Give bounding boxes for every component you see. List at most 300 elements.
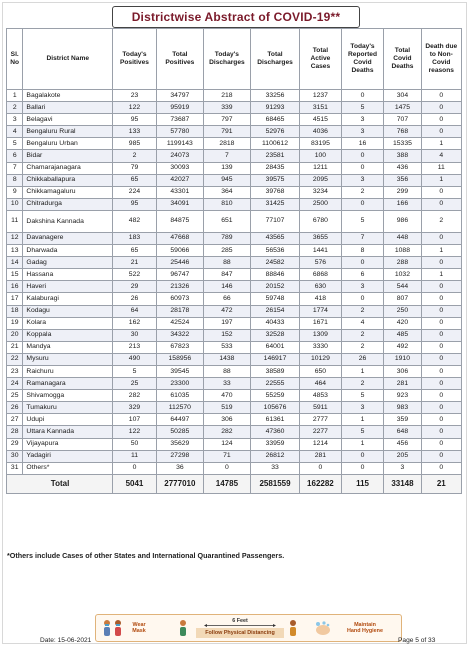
table-row [7, 317, 462, 329]
value-cell: 60973 [156, 293, 203, 305]
title-text: Districtwise Abstract of COVID-19** [131, 10, 341, 24]
value-cell: 1237 [300, 90, 342, 102]
serial-cell: 22 [7, 353, 23, 365]
value-cell: 1441 [300, 245, 342, 257]
district-cell: Bidar [23, 150, 113, 162]
district-cell: Hassana [23, 269, 113, 281]
district-cell: Davanagere [23, 232, 113, 244]
value-cell: 0 [341, 462, 384, 474]
value-cell: 0 [341, 293, 384, 305]
value-cell: 0 [421, 293, 461, 305]
col-total-positives: Total Positives [156, 29, 203, 90]
table-row [7, 257, 462, 269]
value-cell: 47360 [250, 426, 299, 438]
value-cell: 146917 [250, 353, 299, 365]
value-cell: 23 [113, 90, 157, 102]
value-cell: 16 [341, 138, 384, 150]
district-cell: Ballari [23, 102, 113, 114]
value-cell: 282 [203, 426, 250, 438]
district-cell: Bengaluru Rural [23, 126, 113, 138]
value-cell: 1100612 [250, 138, 299, 150]
total-cell: 5041 [113, 474, 157, 493]
page-number: Page 5 of 33 [398, 637, 436, 644]
value-cell: 91293 [250, 102, 299, 114]
value-cell: 847 [203, 269, 250, 281]
value-cell: 31425 [250, 198, 299, 210]
district-cell: Ramanagara [23, 378, 113, 390]
table-row [7, 138, 462, 150]
value-cell: 985 [113, 138, 157, 150]
serial-cell: 15 [7, 269, 23, 281]
district-cell: Chikkaballapura [23, 174, 113, 186]
value-cell: 3330 [300, 341, 342, 353]
value-cell: 139 [203, 162, 250, 174]
serial-cell: 29 [7, 438, 23, 450]
value-cell: 146 [203, 281, 250, 293]
value-cell: 83195 [300, 138, 342, 150]
value-cell: 59066 [156, 245, 203, 257]
value-cell: 5 [341, 102, 384, 114]
value-cell: 68465 [250, 114, 299, 126]
value-cell: 304 [384, 90, 421, 102]
table-row [7, 426, 462, 438]
table-row [7, 186, 462, 198]
total-cell: 162282 [300, 474, 342, 493]
report-title [112, 6, 360, 28]
value-cell: 482 [113, 210, 157, 232]
value-cell: 1 [421, 245, 461, 257]
value-cell: 59748 [250, 293, 299, 305]
district-cell: Bengaluru Urban [23, 138, 113, 150]
value-cell: 124 [203, 438, 250, 450]
value-cell: 42524 [156, 317, 203, 329]
value-cell: 0 [421, 126, 461, 138]
value-cell: 10129 [300, 353, 342, 365]
footnote: *Others include Cases of other States and International Quarantined Passengers. [7, 551, 285, 560]
value-cell: 79 [113, 162, 157, 174]
value-cell: 2 [341, 378, 384, 390]
col-total-deaths: Total Covid Deaths [384, 29, 421, 90]
value-cell: 213 [113, 341, 157, 353]
value-cell: 768 [384, 126, 421, 138]
district-cell: Mandya [23, 341, 113, 353]
district-cell: Mysuru [23, 353, 113, 365]
table-row [7, 198, 462, 210]
serial-cell: 19 [7, 317, 23, 329]
handwash-icon [314, 620, 332, 636]
value-cell: 88846 [250, 269, 299, 281]
value-cell: 923 [384, 390, 421, 402]
value-cell: 55259 [250, 390, 299, 402]
value-cell: 4 [341, 317, 384, 329]
value-cell: 0 [341, 198, 384, 210]
value-cell: 0 [421, 317, 461, 329]
table-row [7, 341, 462, 353]
serial-cell: 6 [7, 150, 23, 162]
value-cell: 28178 [156, 305, 203, 317]
value-cell: 29 [113, 281, 157, 293]
value-cell: 27298 [156, 450, 203, 462]
district-cell: Belagavi [23, 114, 113, 126]
serial-cell: 9 [7, 186, 23, 198]
value-cell: 50 [113, 438, 157, 450]
col-sl: Sl. No [7, 29, 23, 90]
value-cell: 2777 [300, 414, 342, 426]
value-cell: 388 [384, 150, 421, 162]
serial-cell: 7 [7, 162, 23, 174]
value-cell: 2500 [300, 198, 342, 210]
serial-cell: 23 [7, 365, 23, 377]
six-feet-label: 6 Feet [232, 618, 248, 624]
value-cell: 1671 [300, 317, 342, 329]
district-abstract-table [6, 28, 462, 494]
value-cell: 1910 [384, 353, 421, 365]
value-cell: 2818 [203, 138, 250, 150]
value-cell: 21 [113, 257, 157, 269]
value-cell: 40433 [250, 317, 299, 329]
col-district: District Name [23, 29, 113, 90]
table-row [7, 390, 462, 402]
header-row [7, 29, 462, 90]
value-cell: 43301 [156, 186, 203, 198]
value-cell: 1214 [300, 438, 342, 450]
serial-cell: 11 [7, 210, 23, 232]
value-cell: 122 [113, 102, 157, 114]
value-cell: 648 [384, 426, 421, 438]
value-cell: 95919 [156, 102, 203, 114]
district-cell: Haveri [23, 281, 113, 293]
value-cell: 6 [341, 269, 384, 281]
value-cell: 519 [203, 402, 250, 414]
value-cell: 26154 [250, 305, 299, 317]
value-cell: 329 [113, 402, 157, 414]
table-row [7, 462, 462, 474]
value-cell: 66 [203, 293, 250, 305]
table-row [7, 438, 462, 450]
table-row [7, 378, 462, 390]
district-cell: Bagalakote [23, 90, 113, 102]
value-cell: 544 [384, 281, 421, 293]
value-cell: 299 [384, 186, 421, 198]
value-cell: 3 [341, 174, 384, 186]
value-cell: 359 [384, 414, 421, 426]
serial-cell: 16 [7, 281, 23, 293]
value-cell: 26 [341, 353, 384, 365]
table-row [7, 210, 462, 232]
value-cell: 166 [384, 198, 421, 210]
value-cell: 810 [203, 198, 250, 210]
value-cell: 490 [113, 353, 157, 365]
value-cell: 2 [421, 210, 461, 232]
value-cell: 4 [421, 150, 461, 162]
table-row [7, 245, 462, 257]
value-cell: 112570 [156, 402, 203, 414]
serial-cell: 8 [7, 174, 23, 186]
value-cell: 50285 [156, 426, 203, 438]
value-cell: 26812 [250, 450, 299, 462]
value-cell: 0 [421, 186, 461, 198]
district-cell: Tumakuru [23, 402, 113, 414]
district-cell: Chitradurga [23, 198, 113, 210]
value-cell: 152 [203, 329, 250, 341]
value-cell: 205 [384, 450, 421, 462]
value-cell: 364 [203, 186, 250, 198]
serial-cell: 4 [7, 126, 23, 138]
value-cell: 420 [384, 317, 421, 329]
person-distancing-icon [288, 619, 298, 637]
serial-cell: 10 [7, 198, 23, 210]
value-cell: 100 [300, 150, 342, 162]
distancing-label: Follow Physical Distancing [196, 628, 284, 638]
table-row [7, 305, 462, 317]
value-cell: 789 [203, 232, 250, 244]
value-cell: 436 [384, 162, 421, 174]
value-cell: 38589 [250, 365, 299, 377]
district-cell: Uttara Kannada [23, 426, 113, 438]
value-cell: 33 [203, 378, 250, 390]
value-cell: 0 [341, 150, 384, 162]
value-cell: 42027 [156, 174, 203, 186]
value-cell: 456 [384, 438, 421, 450]
value-cell: 0 [421, 365, 461, 377]
value-cell: 39768 [250, 186, 299, 198]
value-cell: 122 [113, 426, 157, 438]
value-cell: 1 [341, 414, 384, 426]
value-cell: 34091 [156, 198, 203, 210]
value-cell: 2 [341, 186, 384, 198]
value-cell: 0 [421, 305, 461, 317]
value-cell: 5 [341, 426, 384, 438]
value-cell: 2095 [300, 174, 342, 186]
serial-cell: 28 [7, 426, 23, 438]
value-cell: 707 [384, 114, 421, 126]
col-total-discharges: Total Discharges [250, 29, 299, 90]
safety-banner [95, 614, 402, 642]
value-cell: 0 [421, 390, 461, 402]
value-cell: 250 [384, 305, 421, 317]
district-cell: Kalaburagi [23, 293, 113, 305]
value-cell: 8 [341, 245, 384, 257]
district-cell: Kodagu [23, 305, 113, 317]
value-cell: 533 [203, 341, 250, 353]
value-cell: 0 [341, 162, 384, 174]
total-cell: 2581559 [250, 474, 299, 493]
serial-cell: 27 [7, 414, 23, 426]
value-cell: 2 [113, 150, 157, 162]
district-cell: Yadagiri [23, 450, 113, 462]
value-cell: 61361 [250, 414, 299, 426]
value-cell: 1 [341, 438, 384, 450]
col-today-positives: Today's Positives [113, 29, 157, 90]
value-cell: 52976 [250, 126, 299, 138]
total-cell: 21 [421, 474, 461, 493]
value-cell: 2 [341, 329, 384, 341]
value-cell: 64001 [250, 341, 299, 353]
value-cell: 0 [421, 257, 461, 269]
value-cell: 0 [421, 281, 461, 293]
value-cell: 4036 [300, 126, 342, 138]
serial-cell: 14 [7, 257, 23, 269]
value-cell: 6868 [300, 269, 342, 281]
serial-cell: 20 [7, 329, 23, 341]
value-cell: 0 [341, 90, 384, 102]
value-cell: 158956 [156, 353, 203, 365]
value-cell: 7 [203, 150, 250, 162]
value-cell: 1438 [203, 353, 250, 365]
value-cell: 21326 [156, 281, 203, 293]
district-cell: Dakshina Kannada [23, 210, 113, 232]
value-cell: 65 [113, 174, 157, 186]
value-cell: 0 [300, 462, 342, 474]
value-cell: 5911 [300, 402, 342, 414]
value-cell: 25 [113, 378, 157, 390]
col-today-deaths: Today's Reported Covid Deaths [341, 29, 384, 90]
value-cell: 56536 [250, 245, 299, 257]
value-cell: 0 [421, 426, 461, 438]
value-cell: 339 [203, 102, 250, 114]
value-cell: 983 [384, 402, 421, 414]
table-row [7, 450, 462, 462]
value-cell: 448 [384, 232, 421, 244]
value-cell: 0 [421, 462, 461, 474]
person-mask-icon [102, 619, 112, 637]
district-cell: Shivamogga [23, 390, 113, 402]
value-cell: 95 [113, 198, 157, 210]
table-row [7, 281, 462, 293]
serial-cell: 1 [7, 90, 23, 102]
district-cell: Chamarajanagara [23, 162, 113, 174]
value-cell: 2277 [300, 426, 342, 438]
value-cell: 1309 [300, 329, 342, 341]
value-cell: 0 [421, 198, 461, 210]
value-cell: 1 [421, 138, 461, 150]
value-cell: 24073 [156, 150, 203, 162]
district-cell: Vijayapura [23, 438, 113, 450]
value-cell: 105676 [250, 402, 299, 414]
value-cell: 0 [341, 257, 384, 269]
total-row [7, 474, 462, 493]
value-cell: 3 [341, 114, 384, 126]
table-row [7, 102, 462, 114]
total-label: Total [7, 474, 113, 493]
value-cell: 5 [341, 210, 384, 232]
table-row [7, 174, 462, 186]
value-cell: 218 [203, 90, 250, 102]
value-cell: 4515 [300, 114, 342, 126]
district-cell: Chikkamagaluru [23, 186, 113, 198]
value-cell: 34322 [156, 329, 203, 341]
total-cell: 33148 [384, 474, 421, 493]
table-row [7, 126, 462, 138]
table-row [7, 90, 462, 102]
value-cell: 11 [113, 450, 157, 462]
serial-cell: 30 [7, 450, 23, 462]
value-cell: 1032 [384, 269, 421, 281]
table-row [7, 329, 462, 341]
table-row [7, 150, 462, 162]
value-cell: 0 [421, 402, 461, 414]
value-cell: 356 [384, 174, 421, 186]
value-cell: 39545 [156, 365, 203, 377]
serial-cell: 18 [7, 305, 23, 317]
value-cell: 64 [113, 305, 157, 317]
value-cell: 0 [421, 341, 461, 353]
distance-arrow-icon [204, 624, 276, 627]
table-row [7, 402, 462, 414]
serial-cell: 25 [7, 390, 23, 402]
value-cell: 2 [341, 341, 384, 353]
value-cell: 30093 [156, 162, 203, 174]
district-cell: Dharwada [23, 245, 113, 257]
value-cell: 1088 [384, 245, 421, 257]
value-cell: 32528 [250, 329, 299, 341]
value-cell: 807 [384, 293, 421, 305]
value-cell: 2 [341, 305, 384, 317]
district-cell: Udupi [23, 414, 113, 426]
value-cell: 522 [113, 269, 157, 281]
value-cell: 0 [203, 462, 250, 474]
value-cell: 0 [341, 450, 384, 462]
col-today-discharges: Today's Discharges [203, 29, 250, 90]
value-cell: 791 [203, 126, 250, 138]
value-cell: 0 [421, 378, 461, 390]
value-cell: 3 [341, 126, 384, 138]
value-cell: 306 [384, 365, 421, 377]
table-row [7, 269, 462, 281]
value-cell: 84875 [156, 210, 203, 232]
value-cell: 71 [203, 450, 250, 462]
value-cell: 5 [113, 365, 157, 377]
value-cell: 0 [421, 329, 461, 341]
col-active-cases: Total Active Cases [300, 29, 342, 90]
wear-mask-label: Wear Mask [132, 622, 146, 634]
value-cell: 96747 [156, 269, 203, 281]
value-cell: 73687 [156, 114, 203, 126]
report-date: Date: 15-06-2021 [40, 637, 92, 644]
table-row [7, 293, 462, 305]
value-cell: 285 [203, 245, 250, 257]
value-cell: 61035 [156, 390, 203, 402]
value-cell: 77107 [250, 210, 299, 232]
value-cell: 23581 [250, 150, 299, 162]
district-cell: Raichuru [23, 365, 113, 377]
serial-cell: 21 [7, 341, 23, 353]
serial-cell: 2 [7, 102, 23, 114]
total-cell: 2777010 [156, 474, 203, 493]
serial-cell: 24 [7, 378, 23, 390]
value-cell: 282 [113, 390, 157, 402]
value-cell: 43565 [250, 232, 299, 244]
value-cell: 67823 [156, 341, 203, 353]
value-cell: 492 [384, 341, 421, 353]
table-row [7, 114, 462, 126]
hand-hygiene-label: Maintain Hand Hygiene [347, 622, 383, 634]
value-cell: 0 [421, 450, 461, 462]
value-cell: 5 [341, 390, 384, 402]
value-cell: 24582 [250, 257, 299, 269]
serial-cell: 3 [7, 114, 23, 126]
value-cell: 26 [113, 293, 157, 305]
value-cell: 4853 [300, 390, 342, 402]
value-cell: 3151 [300, 102, 342, 114]
value-cell: 22555 [250, 378, 299, 390]
value-cell: 15335 [384, 138, 421, 150]
value-cell: 33 [250, 462, 299, 474]
value-cell: 0 [421, 90, 461, 102]
value-cell: 1774 [300, 305, 342, 317]
value-cell: 1211 [300, 162, 342, 174]
value-cell: 25446 [156, 257, 203, 269]
